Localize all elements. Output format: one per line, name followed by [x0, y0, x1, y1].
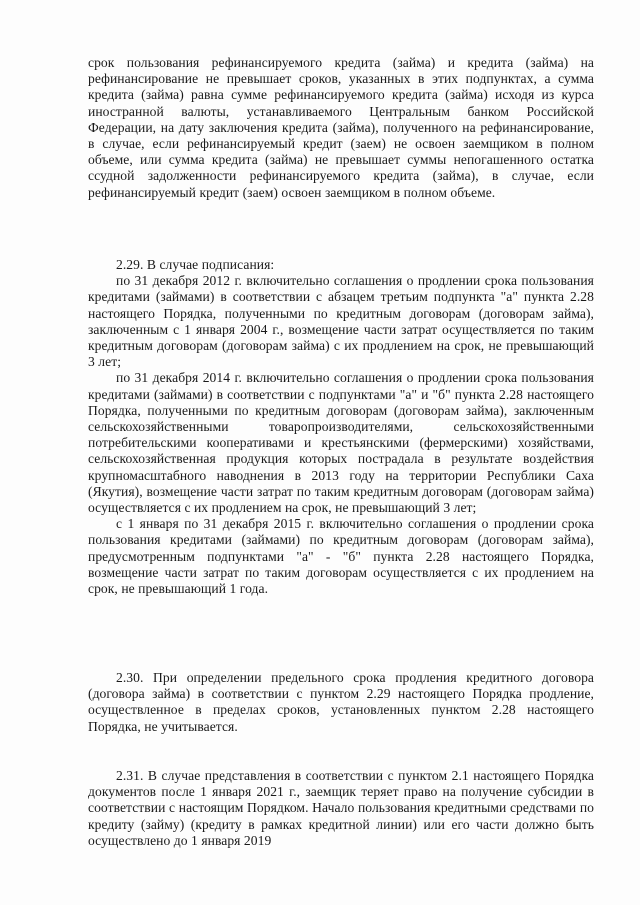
section-2-29-heading: 2.29. В случае подписания: [116, 257, 275, 272]
section-2-31 [88, 768, 594, 849]
section-2-30 [88, 670, 594, 735]
continuation-paragraph: срок пользования рефинансируемого кредита (займа) и кредита (займа) на рефинансирование не превышает сроков, указанных в этих подпунктах, а сумма кредита (займа) равна сумме рефинансируемого кредита (займа) исходя из курса иностранной валюты, устанавливаемого Центральным банком Российской Федерации, на дату заключения кредита (займа), полученного на рефинансирование, в случае, если рефинансируемый кредит (заем) не освоен заемщиком в полном объеме, или сумма кредита (займа) не превышает суммы непогашенного остатка ссудной задолженности рефинансируемого кредита (займа), в случае, если рефинансируемый кредит (заем) освоен заемщиком в полном объеме. [88, 55, 594, 200]
section-2-29 [88, 257, 594, 597]
section-2-30-paragraph: 2.30. При определении предельного срока продления кредитного договора (договора займа) в соответствии с пунктом 2.29 настоящего Порядка продление, осуществленное в пределах сроков, установленных пунктом 2.28 настоящего Порядка, не учитывается. [88, 670, 594, 734]
continuation-paragraph-block [88, 55, 594, 201]
section-2-31-paragraph: 2.31. В случае представления в соответствии с пунктом 2.1 настоящего Порядка документов после 1 января 2021 г., заемщик теряет право на получение субсидии в соответствии с настоящим Порядком. Начало пользования кредитными средствами по кредиту (займу) (кредиту в рамках кредитной линии) или его части должно быть осуществлено до 1 января 2019 [88, 768, 594, 848]
section-2-29-item-2: по 31 декабря 2014 г. включительно соглашения о продлении срока пользования кредитами (займами) в соответствии с подпунктами "а" и "б" пункта 2.28 настоящего Порядка, полученными по кредитным договорам (договорам займа), заключенным сельскохозяйственными товаропроизводителями, сельскохозяйственными потребительскими кооперативами и крестьянскими (фермерскими) хозяйствами, сельскохозяйственная продукция которых пострадала в результате воздействия крупномасштабного наводнения в 2013 году на территории Республики Саха (Якутия), возмещение части затрат по таким кредитным договорам (договорам займа) осуществляется с их продлением на срок, не превышающий 3 лет; [88, 370, 594, 516]
section-2-29-item-3: с 1 января по 31 декабря 2015 г. включительно соглашения о продлении срока пользования кредитами (займами) по кредитным договорам (договорам займа), предусмотренным подпунктами "а" - "б" пункта 2.28 настоящего Порядка, возмещение части затрат по таким договорам осуществляется с их продлением на срок, не превышающий 1 года. [88, 516, 594, 597]
section-2-29-item-1: по 31 декабря 2012 г. включительно соглашения о продлении срока пользования кредитами (займами) в соответствии с абзацем третьим подпункта "а" пункта 2.28 настоящего Порядка, полученными по кредитным договорам (договорам займа), заключенным с 1 января 2004 г., возмещение части затрат осуществляется по таким кредитным договорам (договорам займа) с их продлением на срок, не превышающий 3 лет; [88, 273, 594, 370]
